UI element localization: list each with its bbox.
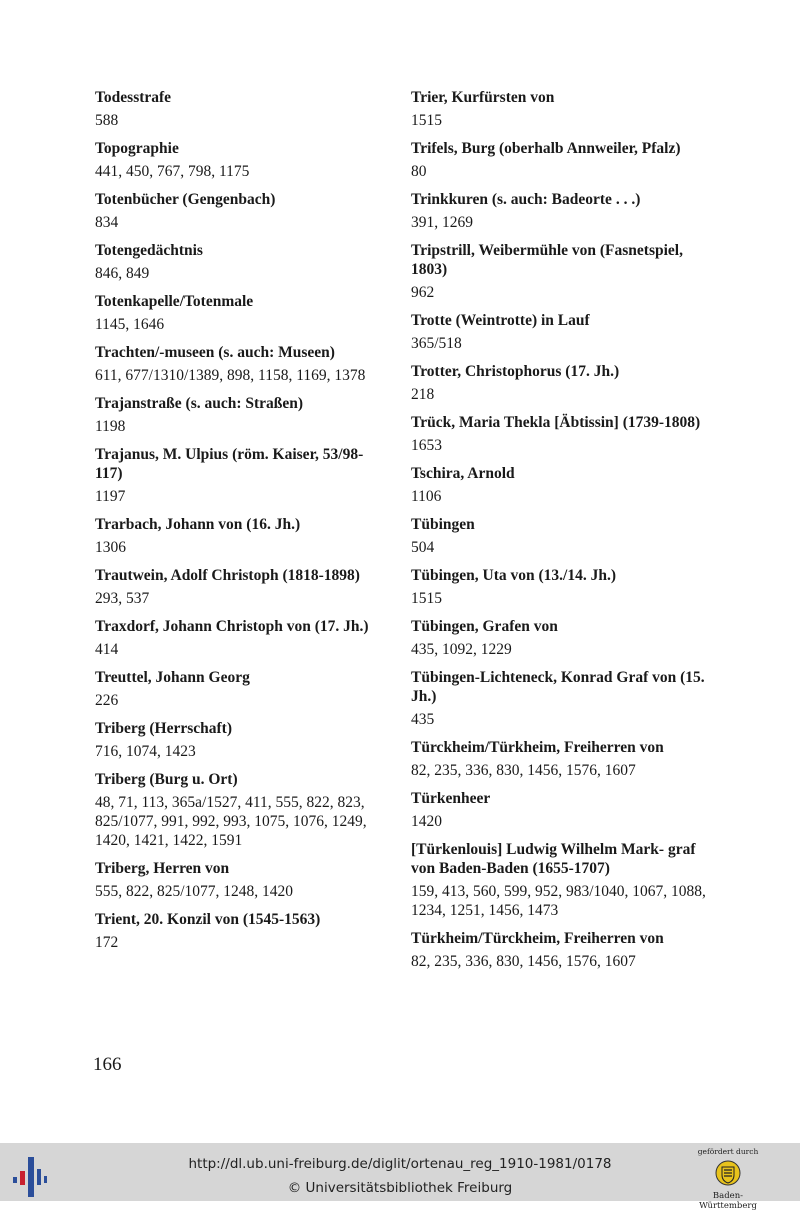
- entry-page-refs: 218: [411, 386, 435, 403]
- entry-heading: Türckheim/Türkheim, Freiherren von: [411, 739, 664, 756]
- entry-heading: Treuttel, Johann Georg: [95, 669, 250, 686]
- index-entry: [411, 668, 711, 729]
- entry-page-refs: 391, 1269: [411, 214, 473, 231]
- index-entry: [95, 445, 390, 506]
- entry-page-refs: 48, 71, 113, 365a/1527, 411, 555, 822, 823, 825/1077, 991, 992, 993, 1075, 1076, 1249, 1420, 1421, 1422, 1591: [95, 794, 367, 849]
- entry-heading: Todesstrafe: [95, 89, 172, 106]
- index-entry: [411, 566, 711, 608]
- entry-heading: Trier, Kurfürsten von: [411, 89, 555, 106]
- index-entry: [95, 859, 390, 901]
- entry-page-refs: 1653: [411, 437, 442, 454]
- index-entry: [95, 668, 390, 710]
- index-entry: [411, 617, 711, 659]
- entry-heading: Trachten/-museen (s. auch: Museen): [95, 344, 335, 361]
- index-entry: [95, 241, 390, 283]
- entry-heading: Trautwein, Adolf Christoph (1818-1898): [95, 567, 360, 584]
- entry-page-refs: 172: [95, 934, 119, 951]
- index-entry: [95, 515, 390, 557]
- entry-heading: Totenbücher (Gengenbach): [95, 191, 276, 208]
- footer-url[interactable]: http://dl.ub.uni-freiburg.de/diglit/ortenau_reg_1910-1981/0178: [188, 1156, 612, 1172]
- entry-heading: Topographie: [95, 140, 179, 157]
- entry-heading: Trient, 20. Konzil von (1545-1563): [95, 911, 321, 928]
- entry-heading: Totengedächtnis: [95, 242, 203, 259]
- entry-page-refs: 435: [411, 711, 435, 728]
- index-entry: [95, 292, 390, 334]
- index-entry: [411, 190, 711, 232]
- entry-page-refs: 441, 450, 767, 798, 1175: [95, 163, 250, 180]
- footer-bar: [0, 1143, 800, 1211]
- entry-page-refs: 82, 235, 336, 830, 1456, 1576, 1607: [411, 762, 636, 779]
- entry-heading: Tübingen, Grafen von: [411, 618, 558, 635]
- entry-page-refs: 834: [95, 214, 119, 231]
- page-number: 166: [93, 1054, 122, 1075]
- index-entry: [95, 719, 390, 761]
- coat-of-arms-icon: [715, 1157, 741, 1190]
- entry-page-refs: 1145, 1646: [95, 316, 165, 333]
- entry-page-refs: 1515: [411, 112, 442, 129]
- index-entry: [411, 515, 711, 557]
- entry-page-refs: 80: [411, 163, 427, 180]
- entry-heading: Trinkkuren (s. auch: Badeorte . . .): [411, 191, 641, 208]
- entry-heading: Trajanus, M. Ulpius (röm. Kaiser, 53/98-117): [95, 446, 364, 482]
- index-entry: [411, 139, 711, 181]
- entry-heading: Trotte (Weintrotte) in Lauf: [411, 312, 590, 329]
- entry-page-refs: 435, 1092, 1229: [411, 641, 512, 658]
- entry-heading: Tschira, Arnold: [411, 465, 515, 482]
- entry-page-refs: 716, 1074, 1423: [95, 743, 196, 760]
- entry-page-refs: 414: [95, 641, 119, 658]
- entry-heading: Tübingen-Lichteneck, Konrad Graf von (15. Jh.): [411, 669, 705, 705]
- entry-page-refs: 1515: [411, 590, 442, 607]
- sponsor-label: gefördert durch: [697, 1147, 759, 1156]
- index-entry: [95, 566, 390, 608]
- entry-heading: Trarbach, Johann von (16. Jh.): [95, 516, 301, 533]
- footer-copyright: © Universitätsbibliothek Freiburg: [287, 1180, 513, 1196]
- entry-heading: Trotter, Christophorus (17. Jh.): [411, 363, 620, 380]
- entry-page-refs: 504: [411, 539, 435, 556]
- index-entry: [411, 789, 711, 831]
- entry-heading: Tübingen, Uta von (13./14. Jh.): [411, 567, 616, 584]
- entry-page-refs: 1198: [95, 418, 126, 435]
- entry-heading: Türkheim/Türckheim, Freiherren von: [411, 930, 664, 947]
- entry-heading: Triberg (Herrschaft): [95, 720, 233, 737]
- entry-heading: Totenkapelle/Totenmale: [95, 293, 254, 310]
- entry-page-refs: 365/518: [411, 335, 462, 352]
- index-entry: [411, 311, 711, 353]
- entry-page-refs: 962: [411, 284, 435, 301]
- entry-page-refs: 293, 537: [95, 590, 150, 607]
- index-entry: [95, 88, 390, 130]
- entry-page-refs: 846, 849: [95, 265, 150, 282]
- index-entry: [411, 241, 711, 302]
- entry-heading: Triberg, Herren von: [95, 860, 230, 877]
- index-entry: [411, 88, 711, 130]
- entry-page-refs: 159, 413, 560, 599, 952, 983/1040, 1067, 1088, 1234, 1251, 1456, 1473: [411, 883, 706, 919]
- index-entry: [95, 910, 390, 952]
- entry-heading: Trajanstraße (s. auch: Straßen): [95, 395, 304, 412]
- index-entry: [95, 394, 390, 436]
- entry-page-refs: 226: [95, 692, 119, 709]
- index-entry: [95, 770, 390, 850]
- index-entry: [411, 840, 711, 920]
- left-column: [95, 88, 390, 961]
- entry-page-refs: 1420: [411, 813, 442, 830]
- index-entry: [95, 139, 390, 181]
- index-entry: [411, 738, 711, 780]
- right-column: [411, 88, 711, 980]
- entry-heading: Trifels, Burg (oberhalb Annweiler, Pfalz): [411, 140, 681, 157]
- index-entry: [411, 929, 711, 971]
- entry-heading: Tripstrill, Weibermühle von (Fasnetspiel, 1803): [411, 242, 683, 278]
- entry-page-refs: 1306: [95, 539, 126, 556]
- index-entry: [411, 464, 711, 506]
- entry-page-refs: 555, 822, 825/1077, 1248, 1420: [95, 883, 294, 900]
- index-entry: [411, 413, 711, 455]
- sponsor-name: Baden-Württemberg: [699, 1191, 757, 1211]
- entry-page-refs: 611, 677/1310/1389, 898, 1158, 1169, 1378: [95, 367, 366, 384]
- baden-wuerttemberg-badge: [694, 1147, 762, 1211]
- entry-heading: Tübingen: [411, 516, 475, 533]
- entry-heading: Türkenheer: [411, 790, 491, 807]
- index-entry: [95, 190, 390, 232]
- entry-page-refs: 82, 235, 336, 830, 1456, 1576, 1607: [411, 953, 636, 970]
- entry-heading: Trück, Maria Thekla [Äbtissin] (1739-1808): [411, 414, 701, 431]
- entry-page-refs: 1106: [411, 488, 442, 505]
- entry-heading: Triberg (Burg u. Ort): [95, 771, 238, 788]
- index-entry: [95, 343, 390, 385]
- index-entry: [411, 362, 711, 404]
- index-entry: [95, 617, 390, 659]
- entry-page-refs: 1197: [95, 488, 126, 505]
- entry-heading: Traxdorf, Johann Christoph von (17. Jh.): [95, 618, 369, 635]
- entry-page-refs: 588: [95, 112, 119, 129]
- entry-heading: [Türkenlouis] Ludwig Wilhelm Mark- graf von Baden-Baden (1655-1707): [411, 841, 696, 877]
